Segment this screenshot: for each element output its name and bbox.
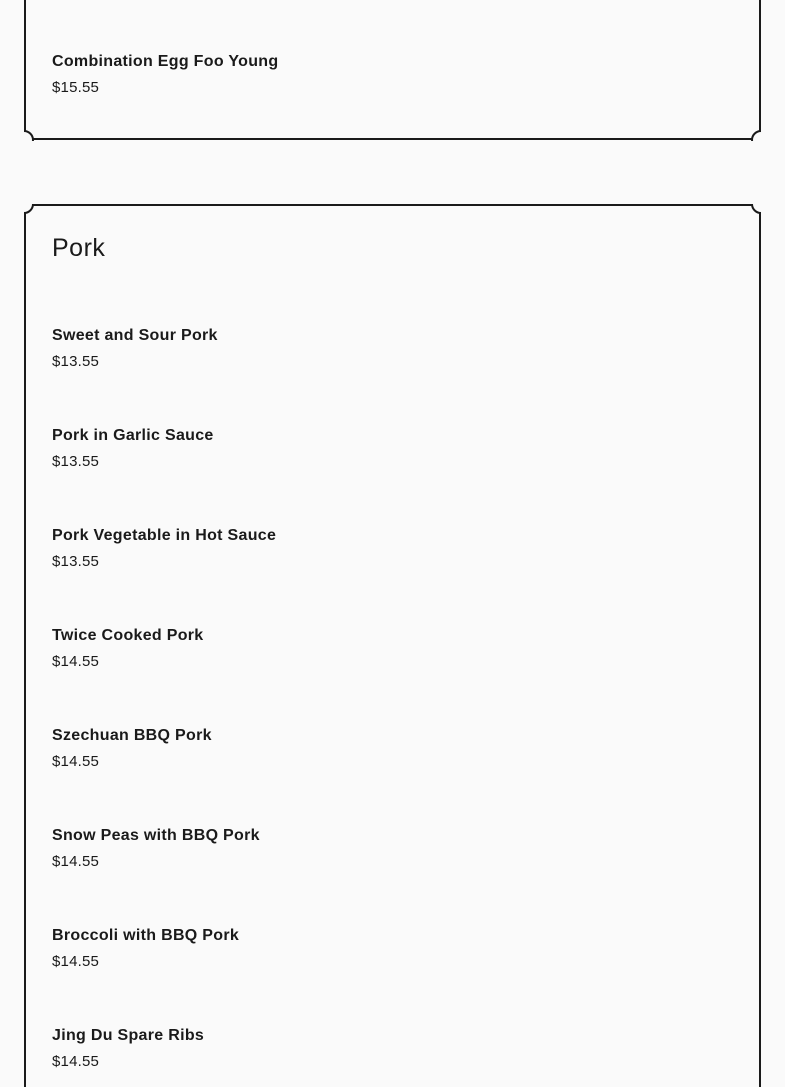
menu-item-price: $13.55	[52, 353, 100, 370]
menu-section-card-pork	[24, 204, 761, 1087]
menu-item-name: Broccoli with BBQ Pork	[52, 927, 240, 944]
menu-item[interactable]	[52, 52, 278, 98]
menu-item-name: Snow Peas with BBQ Pork	[52, 827, 260, 844]
menu-item[interactable]	[52, 626, 204, 672]
section-title: Pork	[52, 234, 106, 262]
menu-item-name: Twice Cooked Pork	[52, 627, 204, 644]
menu-item[interactable]	[52, 526, 276, 572]
menu-item[interactable]	[52, 826, 260, 872]
menu-item-price: $13.55	[52, 453, 100, 470]
menu-item-price: $14.55	[52, 653, 100, 670]
menu-item-price: $14.55	[52, 753, 100, 770]
menu-item-name: Combination Egg Foo Young	[52, 53, 279, 70]
menu-item-name: Sweet and Sour Pork	[52, 327, 218, 344]
menu-item[interactable]	[52, 1026, 204, 1072]
menu-item-price: $13.55	[52, 553, 100, 570]
menu-item[interactable]	[52, 426, 214, 472]
menu-item-name: Pork in Garlic Sauce	[52, 427, 214, 444]
menu-item-price: $14.55	[52, 953, 100, 970]
menu-item-name: Jing Du Spare Ribs	[52, 1027, 205, 1044]
menu-section-card-previous	[24, 0, 761, 140]
menu-item-price: $15.55	[52, 79, 100, 96]
menu-item[interactable]	[52, 926, 239, 972]
menu-item-price: $14.55	[52, 1053, 100, 1070]
menu-item[interactable]	[52, 726, 212, 772]
menu-item-price: $14.55	[52, 853, 100, 870]
menu-item-name: Szechuan BBQ Pork	[52, 727, 212, 744]
menu-item[interactable]	[52, 326, 218, 372]
menu-item-name: Pork Vegetable in Hot Sauce	[52, 527, 277, 544]
